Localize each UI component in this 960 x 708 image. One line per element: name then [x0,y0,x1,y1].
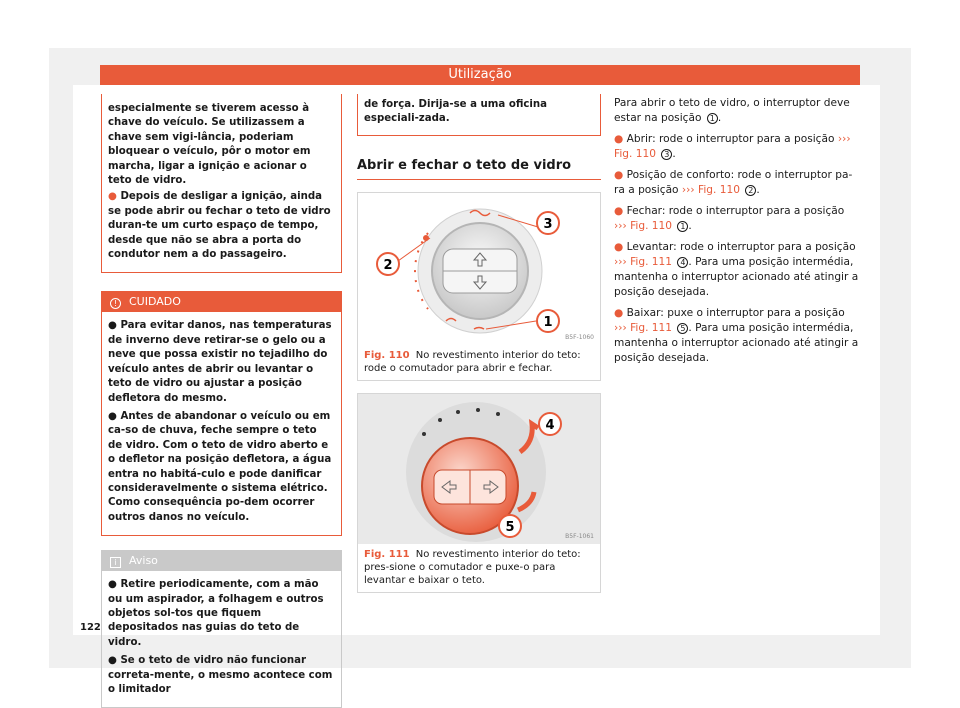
caution-title: CUIDADO [129,295,181,309]
instruction-tail: . Para uma posição intermédia, mantenha o interruptor acionado até atingir a posição desejada. [614,322,859,364]
caution-header [102,292,341,312]
bullet-icon: ● [108,320,117,332]
position-number: 2 [745,185,756,196]
callout-4-label: 4 [545,417,555,433]
callout-2-label: 2 [383,257,393,273]
figure-caption-text: No revestimento interior do teto: rode o comutador para abrir e fechar. [364,349,581,374]
callout-1-label: 1 [543,314,553,330]
caution-item-text: Antes de abandonar o veículo ou em ca-so de chuva, feche sempre o teto de vidro. Com o teto de vidro aberto e o defletor na posição defletora, a água entra no habitá-culo e pode danificar consideravelmente o sistema elétrico. Como consequência po-dem ocorrer outros danos no veículo. [108,410,332,523]
position-dot [422,432,426,436]
intro-tail: . [717,112,722,124]
position-number: 4 [677,257,688,268]
note-item [108,654,333,697]
figure-reference-link[interactable]: ››› Fig. 110 [614,220,673,232]
caution-icon: ! [110,298,121,309]
bullet-icon: ● [614,205,624,217]
figure-111-caption [358,544,600,592]
instruction-tail: . [688,220,692,232]
column-middle [357,94,601,593]
bullet-icon: ● [614,307,624,319]
note-body [102,571,341,707]
note-item [108,578,333,650]
intro-text: Para abrir o teto de vidro, o interruptor deve estar na posição [614,97,850,124]
position-dot [476,408,480,412]
intro-paragraph [614,96,860,126]
instruction-text: Levantar: rode o interruptor para a posição [626,241,856,253]
instruction-item [614,204,860,234]
instruction-text: Posição de conforto: rode o interruptor pa-ra a posição [614,169,853,196]
warning-end: de força. Dirija-se a uma oficina especiali-zada. [357,94,601,136]
note-item-text: Retire periodicamente, com a mão ou um aspirador, a folhagem e outros objetos sol-tos que fiquem depositados nas guias do teto de vidro. [108,579,324,648]
bullet-icon: ● [108,410,117,422]
caution-box [101,291,342,536]
position-number: 1 [707,113,718,124]
position-number: 3 [661,149,672,160]
bullet-icon: ● [108,191,117,203]
callout-3-label: 3 [543,216,553,232]
note-box [101,550,342,708]
instruction-item [614,306,860,366]
caution-item-text: Para evitar danos, nas temperaturas de inverno deve retirar-se o gelo ou a neve que possa existir no tejadilho do veículo antes de abrir ou levantar o teto de vidro ou ajustar a posição defletora do mesmo. [108,320,332,404]
figure-110-image [358,193,600,345]
instruction-text: Abrir: rode o interruptor para a posição [626,133,835,145]
warning-continued [101,94,342,273]
position-number: 1 [677,221,688,232]
page-header: Utilização [100,65,860,85]
bullet-icon: ● [614,169,624,181]
callout-5-label: 5 [505,519,515,535]
caution-item [108,410,333,525]
page-number: 122 [80,622,101,633]
column-right [614,96,860,372]
bullet-icon: ● [614,133,624,145]
info-icon: i [110,557,121,568]
figure-reference-link[interactable]: ››› Fig. 110 [614,133,851,160]
figure-label: Fig. 111 [364,548,410,560]
figure-110-caption [358,345,600,380]
position-number: 5 [677,323,688,334]
press-switch-illustration [358,394,600,544]
caution-body [102,312,341,535]
warning-bullet [108,190,333,262]
note-item-text: Se o teto de vidro não funcionar correta-mente, o mesmo acontece com o limitador [108,655,333,695]
figure-code: B5F-1060 [565,333,594,341]
note-header [102,551,341,571]
figure-111-image [358,394,600,544]
caution-item [108,319,333,405]
figure-reference-link[interactable]: ››› Fig. 111 [614,322,673,334]
instruction-tail: . [672,148,676,160]
bullet-icon: ● [108,655,117,667]
note-title: Aviso [129,554,158,568]
position-dot [438,418,442,422]
instruction-tail: . Para uma posição intermédia, mantenha o interruptor acionado até atingir a posição desejada. [614,256,859,298]
figure-code: B5F-1061 [565,532,594,540]
warning-paragraph: especialmente se tiverem acesso à chave do veículo. Se utilizassem a chave sem vigi-lância, poderiam bloquear o veículo, pôr o motor em marcha, ligar a ignição e acionar o teto de vidro. [108,103,311,187]
bullet-icon: ● [108,579,117,591]
instruction-item [614,240,860,300]
figure-reference-link[interactable]: ››› Fig. 111 [614,256,673,268]
warning-bullet-text: Depois de desligar a ignição, ainda se pode abrir ou fechar o teto de vidro duran-te um curto espaço de tempo, desde que não se abra a porta do condutor nem a do passageiro. [108,191,331,261]
instruction-text: Fechar: rode o interruptor para a posição [626,205,845,217]
instruction-item [614,132,860,162]
section-title: Abrir e fechar o teto de vidro [357,158,601,180]
position-dot [496,412,500,416]
figure-caption-text: No revestimento interior do teto: pres-sione o comutador e puxe-o para levantar e baixar o teto. [364,548,581,586]
figure-label: Fig. 110 [364,349,410,361]
figure-110 [357,192,601,381]
figure-111 [357,393,601,593]
figure-reference-link[interactable]: ››› Fig. 110 [681,184,740,196]
instruction-text: Baixar: puxe o interruptor para a posição [626,307,845,319]
instruction-tail: . [756,184,760,196]
position-marker [423,235,429,241]
rotary-switch-illustration [358,193,600,345]
position-dot [456,410,460,414]
instruction-item [614,168,860,198]
bullet-icon: ● [614,241,624,253]
column-left [101,94,342,708]
